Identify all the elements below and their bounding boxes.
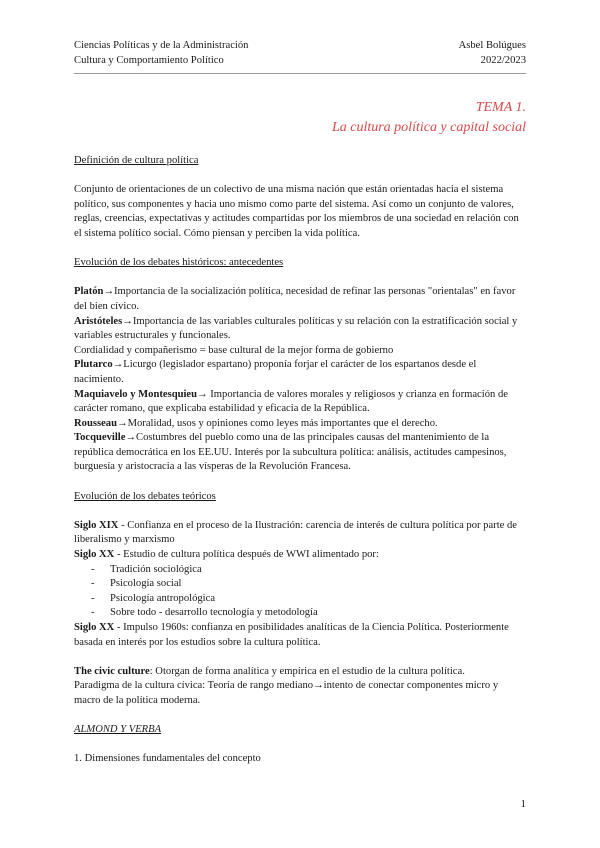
list-item: - Psicología antropológica xyxy=(74,592,526,607)
dash-bullet-icon: - xyxy=(91,578,95,590)
author-name: Plutarco xyxy=(74,359,113,371)
historical-item xyxy=(74,431,526,475)
historical-item xyxy=(74,358,526,387)
header-subject: Cultura y Comportamiento Político xyxy=(74,55,224,66)
theoretical-item-text: - Impulso 1960s: confianza en posibilidades analíticas de la Ciencia Política. Posteriormente basada en interés por los estudios sobre la cultura política. xyxy=(74,622,509,648)
title-topic-number: TEMA 1. xyxy=(475,100,526,115)
theoretical-item-text: - Estudio de cultura política después de WWI alimentado por: xyxy=(114,549,379,561)
title-topic-name: La cultura política y capital social xyxy=(331,120,526,135)
civic-paradigm-paragraph: Paradigma de la cultura cívica: Teoría de rango mediano→intento de conectar componentes micro y macro de la política moderna. xyxy=(74,680,499,706)
author-name: Maquiavelo y Montesquieu xyxy=(74,388,198,400)
dash-bullet-icon: - xyxy=(91,607,95,619)
header-author: Asbel Bolúgues xyxy=(458,40,526,51)
section-heading-theoretical: Evolución de los debates teóricos xyxy=(74,490,216,502)
historical-item xyxy=(74,388,526,417)
historical-item-text: →Moralidad, usos y opiniones como leyes más importantes que el derecho. xyxy=(116,417,438,429)
author-name: Aristóteles xyxy=(74,315,123,327)
dash-bullet-icon: - xyxy=(91,563,95,575)
section-heading-historical: Evolución de los debates históricos: antecedentes xyxy=(74,257,284,269)
header-course: Ciencias Políticas y de la Administración xyxy=(74,40,249,51)
page-title xyxy=(332,98,526,138)
page-header xyxy=(74,38,526,68)
section-heading-almond-verba: ALMOND Y VERBA xyxy=(74,724,162,736)
author-name: Platón xyxy=(74,286,104,298)
theoretical-item xyxy=(74,548,526,563)
historical-list xyxy=(74,285,526,475)
theoretical-item xyxy=(74,519,526,548)
section-heading-definition: Definición de cultura política xyxy=(74,155,199,166)
historical-item-text: → Importancia de valores morales y religiosos y crianza en formación de carácter romano, que explicaba estabilidad y eficacia de la República. xyxy=(74,388,508,415)
historical-item-text: Cordialidad y compañerismo = base cultural de la mejor forma de gobierno xyxy=(74,344,394,356)
list-item: - Sobre todo - desarrollo tecnología y metodología xyxy=(74,606,526,621)
historical-item-text: →Importancia de las variables culturales políticas y su relación con la estratificación social y variables estructurales y funcionales. xyxy=(74,315,518,342)
civic-culture-paragraph: The civic culture: Otorgan de forma analítica y empírica en el estudio de la cultura política. xyxy=(74,665,465,677)
influences-list xyxy=(74,563,526,621)
list-item: - Tradición sociológica xyxy=(74,563,526,578)
definition-paragraph: Conjunto de orientaciones de un colectivo de una misma nación que están orientadas hacia el sistema político, sus componentes y hacia uno mismo como parte del sistema. Así como un conjunto de valores, reglas, creencias, expectativas y actitudes compartidas por los miembros de una sociedad en relación con el sistema político social. Cómo piensan y perciben la vida política. xyxy=(74,184,519,239)
historical-item xyxy=(74,315,526,344)
dash-bullet-icon: - xyxy=(91,592,95,604)
historical-item-text: →Licurgo (legislador espartano) proponía forjar el carácter de los espartanos desde el nacimiento. xyxy=(74,359,477,385)
author-name: Rousseau xyxy=(74,417,117,429)
list-item: - Psicología social xyxy=(74,577,526,592)
century-label: Siglo XX xyxy=(74,549,115,561)
historical-item-text: →Costumbres del pueblo como una de las principales causas del mantenimiento de la república democrática en los EE.UU. Interés por la subcultura política: análisis, actitudes campesinos, burguesía y aristocracia a las vísperas de la Revolución Francesa. xyxy=(74,432,507,473)
document-body xyxy=(74,154,526,767)
historical-item xyxy=(74,417,526,432)
century-label: Siglo XX xyxy=(74,622,115,633)
historical-item-text: →Importancia de la socialización política, necesidad de refinar las personas "orientalas" en favor del bien cívico. xyxy=(74,286,516,312)
subsection-dimensions: 1. Dimensiones fundamentales del concepto xyxy=(74,753,261,765)
century-label: Siglo XIX xyxy=(74,519,119,531)
page-number: 1 xyxy=(520,798,526,810)
theoretical-item-text: - Confianza en el proceso de la Ilustración: carencia de interés de cultura política por parte de liberalismo y marxismo xyxy=(74,519,518,546)
header-divider xyxy=(74,73,526,74)
header-year: 2022/2023 xyxy=(480,55,526,66)
historical-item xyxy=(74,285,526,314)
author-name: Tocqueville xyxy=(74,432,126,444)
civic-culture-title: The civic culture xyxy=(74,665,150,677)
theoretical-item xyxy=(74,621,526,650)
historical-item xyxy=(74,344,526,359)
